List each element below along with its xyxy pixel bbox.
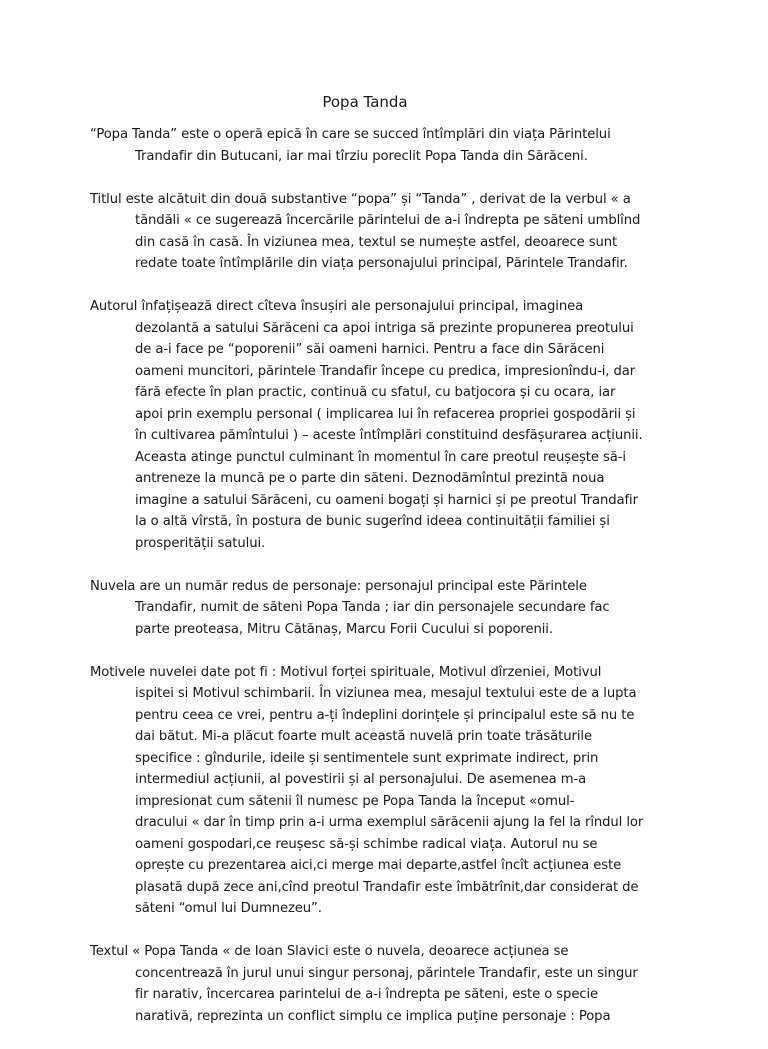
- text-line: Nuvela are un număr redus de personaje: personajul principal este Părintele: [90, 578, 587, 594]
- text-line: oameni muncitori, părintele Trandafir începe cu predica, impresionîndu-i, dar: [135, 363, 636, 379]
- text-line: Textul « Popa Tanda « de Ioan Slavici este o nuvela, deoarece acțiunea se: [90, 944, 569, 959]
- text-line: pentru ceea ce vrei, pentru a-ți îndeplini dorințele și principalul este să nu te: [135, 707, 635, 723]
- text-line: oprește cu prezentarea aici,ci merge mai departe,astfel încît acțiunea este: [135, 858, 622, 873]
- text-line: specifice : gîndurile, ideile și sentimentele sunt exprimate indirect, prin: [135, 750, 599, 766]
- text-line: oameni gospodari,ce reușesc să-și schimbe radical viața. Autorul nu se: [135, 836, 598, 852]
- text-line: fără efecte în plan practic, continuă cu sfatul, cu batjocora și cu ocara, iar: [135, 385, 616, 400]
- text-line: fir narativ, încercarea parintelui de a-i îndrepta pe săteni, este o specie: [135, 987, 599, 1002]
- text-line: Trandafir, numit de săteni Popa Tanda ; iar din personajele secundare fac: [135, 600, 610, 615]
- paragraph: [90, 296, 690, 554]
- text-line: apoi prin exemplu personal ( implicarea lui în refacerea propriei gospodării și: [135, 406, 636, 422]
- page-title: Popa Tanda: [322, 93, 408, 111]
- text-line: “Popa Tanda” este o operă epică în care se succed întîmplări din viața Părintelui: [90, 127, 611, 142]
- text-line: redate toate întîmplările din viața personajului principal, Părintele Trandafir.: [135, 256, 628, 271]
- text-line: la o altă vîrstă, în postura de bunic sugerînd ideea continuității familiei și: [135, 514, 610, 529]
- text-line: Motivele nuvelei date pot fi : Motivul forței spirituale, Motivul dîrzeniei, Motivul: [90, 664, 602, 680]
- text-line: Aceasta atinge punctul culminant în momentul în care preotul reușește să-i: [135, 449, 626, 465]
- text-line: Titlul este alcătuit din două substantive “popa” și “Tanda” , derivat de la verbul « a: [90, 191, 631, 207]
- text-line: imagine a satului Sărăceni, cu oameni bogați și harnici și pe preotul Trandafir: [135, 492, 638, 508]
- text-line: tăndăli « ce sugerează încercările părintelui de a-i îndrepta pe săteni umblînd: [135, 213, 641, 228]
- text-line: plasată după zece ani,cînd preotul Trandafir este îmbătrînit,dar considerat de: [135, 879, 639, 895]
- text-line: parte preoteasa, Mitru Cătănaș, Marcu Forii Cucului si poporenii.: [135, 621, 553, 637]
- text-line: concentrează în jurul unui singur personaj, părintele Trandafir, este un singur: [135, 965, 638, 981]
- text-line: narativă, reprezinta un conflict simplu ce implica puține personaje : Popa: [135, 1008, 611, 1024]
- text-line: dracului « dar în timp prin a-i urma exemplul sărăcenii ajung la fel la rîndul lor: [135, 815, 644, 830]
- text-line: dezolantă a satului Sărăceni ca apoi intriga să prezinte propunerea preotului: [135, 320, 634, 336]
- text-line: antreneze la muncă pe o parte din săteni. Deznodămîntul prezintă noua: [135, 471, 605, 486]
- text-line: Trandafir din Butucani, iar mai tîrziu poreclit Popa Tanda din Sărăceni.: [135, 148, 588, 164]
- text-line: ispitei si Motivul schimbarii. În viziunea mea, mesajul textului este de a lupta: [135, 686, 637, 701]
- paragraph: [90, 124, 690, 167]
- paragraph: [90, 941, 690, 1027]
- text-line: impresionat cum sătenii îl numesc pe Popa Tanda la început «omul-: [135, 793, 575, 809]
- text-line: de a-i face pe “poporenii” săi oameni harnici. Pentru a face din Sărăceni: [135, 342, 605, 357]
- document-body: [90, 124, 690, 1049]
- text-line: dai bătut. Mi-a plăcut foarte mult această nuvelă prin toate trăsăturile: [135, 729, 592, 744]
- text-line: în cultivarea pămîntului ) – aceste întîmplări constituind desfășurarea acțiunii.: [135, 428, 643, 443]
- paragraph: [90, 576, 690, 641]
- text-line: din casă în casă. În viziunea mea, textul se numește astfel, deoarece sunt: [135, 234, 618, 250]
- text-line: săteni “omul lui Dumnezeu”.: [135, 901, 322, 916]
- text-line: prosperității satului.: [135, 535, 266, 551]
- text-line: Autorul înfațișează direct cîteva însușiri ale personajului principal, imaginea: [90, 299, 584, 314]
- paragraph: [90, 662, 690, 920]
- paragraph: [90, 189, 690, 275]
- text-line: intermediul acțiunii, al povestirii și al personajului. De asemenea m-a: [135, 772, 587, 787]
